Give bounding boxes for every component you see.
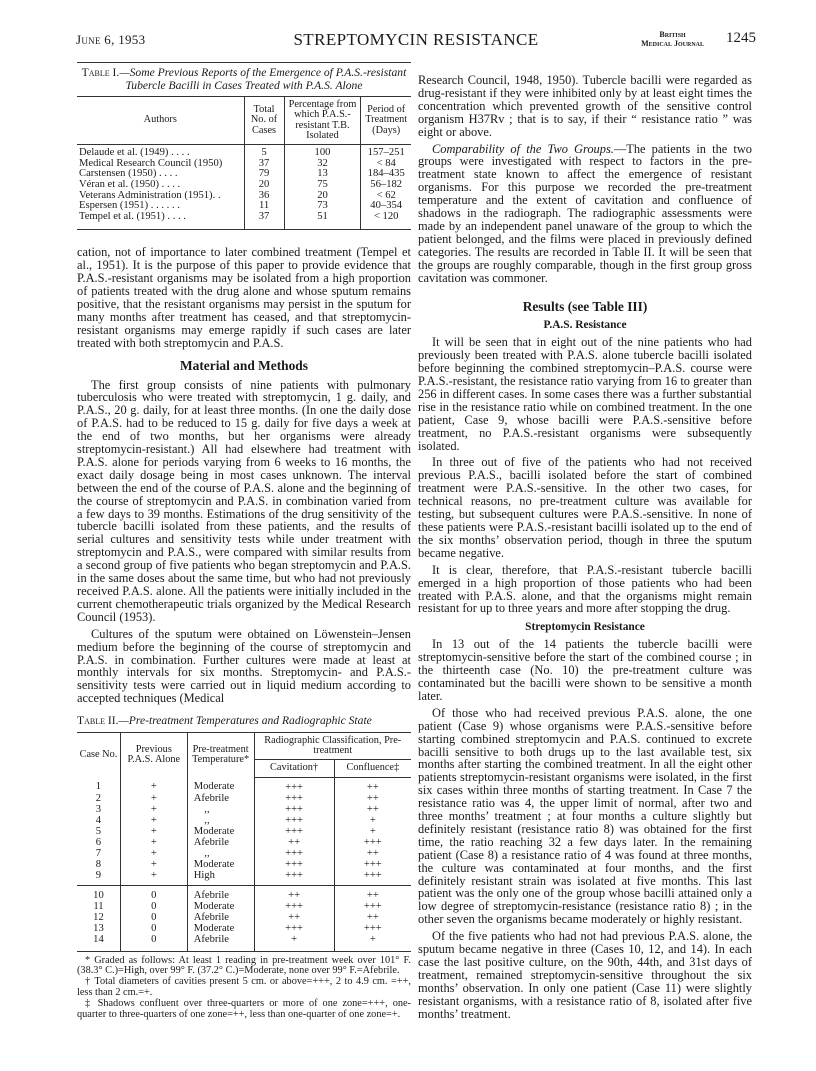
table2-cell-previous: + (120, 837, 187, 848)
comparability-text: —The patients in the two groups were investigated with respect to factors in the pre-treatment state known to affect the emergence of resistant organisms. For this purpose we recorded the pre-treatment temperature and the extent of cavitation and confluence of shadows in the radiograph. The radiographic assessments were made by an independent panel unaware of the group to which the patient belonged, and the films were placed in previously defined categories. The results are recorded in Table II. It will be seen that the groups are roughly comparable, though in the first group gross cavitation was commoner. (418, 141, 752, 285)
table2-cell-temp: Moderate (187, 923, 254, 934)
streptomycin-resistance-heading: Streptomycin Resistance (525, 621, 645, 634)
table1-cell-cases: 20 (244, 180, 284, 191)
table1-caption (77, 67, 411, 92)
table2-cell-confluence: ++ (334, 793, 411, 804)
table2-caption (77, 715, 411, 728)
table2-cell-cavitation: +++ (254, 859, 334, 870)
table1-cell-period: < 84 (361, 159, 411, 170)
strep-paragraph-2: Of those who had received previous P.A.S. alone, the one patient (Case 9) whose organisms were P.A.S.-sensitive before starting combined streptomycin and P.A.S. continued to excrete bacilli sensitive to both drugs up to the last available test, six months after starting the combined treatment. In all the eight other patients streptomycin-resistant organisms were isolated, in the first six cases within three months of starting treatment. In Case 7 the resistance ratio was 4, the upper limit of normal, after two and three months’ treatment ; at four months a culture slightly but definitely resistant (resistance ratio 8) was obtained for the first time, the ratio reaching 32 a few days later. In the remaining patient (Case 8) a resistance ratio of 4 was found at three months, the culture was contaminated at four months, and the first definitely resistant strain was isolated at five months. This last patient was the only one of the group whose bacilli attained only a low degree of streptomycin-resistance (resistance ratio 8) ; in the other seven the organisms became moderately or highly resistant. (418, 705, 752, 927)
table2-cell-case: 13 (93, 922, 104, 934)
table2-cell-temp: Afebrile (187, 837, 254, 848)
table2-row (77, 826, 411, 837)
table2-cell-confluence: + (334, 934, 411, 952)
pas-paragraph-3: It is clear, therefore, that P.A.S.-resistant tubercle bacilli emerged in a high proportion of those patients who had been treated with P.A.S. alone, and that the organisms might remain resistant for up to three years and more after stopping the drug. (418, 562, 752, 616)
table2-cell-temp: High (187, 870, 254, 886)
methods-paragraph-2: Cultures of the sputum were obtained on Löwenstein–Jensen medium before the beginning of the course of streptomycin and P.A.S. in combination. Further cultures were made at least at monthly intervals for six months. Streptomycin- and P.A.S.-sensitivity tests were carried out in liquid medium according to accepted techniques (Medical (77, 626, 411, 706)
table2-row (77, 885, 411, 901)
table2-row (77, 837, 411, 848)
table2-cell-case: 12 (93, 911, 104, 923)
table1-caption-text: —Some Previous Reports of the Emergence of P.A.S.-resistant Tubercle Bacilli in Cases Treated with P.A.S. Alone (119, 66, 407, 92)
table1-label: Table I. (81, 66, 120, 79)
table2-cell-previous: 0 (120, 885, 187, 901)
strep-paragraph-1: In 13 out of the 14 patients the tubercle bacilli were streptomycin-sensitive before the start of the combined course ; in the thirteenth case (No. 10) the pre-treatment culture was contaminated but the bacilli were shown to be sensitive a month later. (418, 637, 752, 703)
table2-cell-previous: 0 (120, 934, 187, 952)
table2-label: Table II. (77, 714, 119, 728)
table2-cell-case: 6 (95, 836, 102, 848)
table1-cell-cases: 11 (244, 201, 284, 212)
table2-cell-confluence: +++ (334, 923, 411, 934)
table1-cell-percent: 20 (284, 191, 361, 202)
table2-cell-confluence: +++ (334, 859, 411, 870)
table2-row (77, 793, 411, 804)
intro-paragraph: cation, not of importance to later combined treatment (Tempel et al., 1951). It is the purpose of this paper to provide evidence that P.A.S.-resistant organisms may be isolated from a high proportion of patients treated with the drug alone and whose sputum remains positive, that the resistant organisms may persist in the sputum for many months after treatment has ceased, and that streptomycin-resistant organisms may emerge rapidly if such cases are later treated with both streptomycin and P.A.S. (77, 245, 411, 350)
table1-cell-cases: 5 (244, 145, 284, 159)
table2-cell-previous: + (120, 870, 187, 886)
left-column (77, 62, 411, 1020)
table2-cell-previous: 0 (120, 912, 187, 923)
table2-cell-cavitation: ++ (254, 837, 334, 848)
journal-name-line1: British (659, 30, 686, 39)
table2-cell-temp: Moderate (187, 777, 254, 793)
pas-resistance-heading: P.A.S. Resistance (543, 319, 627, 332)
table1-cell-percent: 13 (284, 169, 361, 180)
table1-cell-period: 184–435 (361, 169, 411, 180)
journal-name (641, 30, 704, 48)
table2-cell-case: 11 (93, 900, 104, 912)
right-column (418, 62, 752, 1021)
table2-cell-confluence: + (334, 815, 411, 826)
table2-footnotes (77, 956, 411, 1020)
table2-cell-cavitation: +++ (254, 870, 334, 886)
table2-cell-confluence: +++ (334, 901, 411, 912)
table2-cell-temp: Afebrile (187, 793, 254, 804)
top-rule (77, 62, 411, 63)
table2-cell-cavitation: +++ (254, 777, 334, 793)
table2-cell-confluence: +++ (334, 870, 411, 886)
results-heading: Results (see Table III) (522, 298, 648, 314)
table2-cell-cavitation: +++ (254, 848, 334, 859)
table2-cell-cavitation: + (254, 934, 334, 952)
table1-cell-cases: 79 (244, 169, 284, 180)
methods-paragraph-1: The first group consists of nine patients with pulmonary tuberculosis who were treated with streptomycin, 1 g. daily, and P.A.S., 20 g. daily, for at least three months. (In one the daily dose of P.A.S. had to be reduced to 15 g. daily for five days a week at the end of two months, but her organisms were already streptomycin-resistant.) All had elsewhere had treatment with P.A.S. alone for periods varying from 6 weeks to 16 months, the exact daily dosage being in most cases unknown. The interval between the end of the course of P.A.S. alone and the beginning of the course of streptomycin and P.A.S. in combination varied from a few days to 39 months. Estimations of the drug sensitivity of the tubercle bacilli isolated from these patients, and the results of serial cultures and sensitivity tests while under treatment with streptomycin and P.A.S., were compared with similar results from a second group of five patients who began streptomycin and P.A.S. in the same doses about the same time, but who had not previously received P.A.S. alone. All the patients were initially included in the current chemotherapeutic trials organized by the Medical Research Council (1953). (77, 377, 411, 624)
table2-cell-cavitation: ++ (254, 885, 334, 901)
table2-cell-cavitation: +++ (254, 901, 334, 912)
comparability-title: Comparability of the Two Groups. (432, 141, 614, 156)
table2-cell-temp: Afebrile (187, 885, 254, 901)
table2-row (77, 848, 411, 859)
table2-header-temperature: Pre-treatment Temperature* (187, 732, 254, 777)
table2-cell-cavitation: +++ (254, 815, 334, 826)
table2-header-radiographic: Radiographic Classification, Pre-treatment (254, 732, 411, 760)
table2-row (77, 934, 411, 952)
table2-cell-previous: + (120, 826, 187, 837)
table2-cell-case: 4 (95, 814, 102, 826)
table2-cell-confluence: ++ (334, 804, 411, 815)
table1-cell-period: < 120 (361, 212, 411, 230)
table1-cell-percent: 100 (284, 145, 361, 159)
table2-cell-cavitation: +++ (254, 793, 334, 804)
table2-footnote: ‡ Shadows confluent over three-quarters or more of one zone=+++, one-quarter to three-quarters of one zone=++, less than one-quarter of one zone=+. (77, 998, 411, 1020)
running-title: STREPTOMYCIN RESISTANCE (293, 30, 539, 49)
table2-cell-case: 3 (95, 803, 102, 815)
table1-cell-author: Tempel et al. (1951) . . . . (77, 212, 244, 230)
table2-cell-previous: + (120, 777, 187, 793)
table1-header-percent: Percentage from which P.A.S.-resistant T.B. Isolated (284, 97, 361, 145)
table2-cell-confluence: ++ (334, 848, 411, 859)
table1-cell-percent: 51 (284, 212, 361, 230)
table1-cell-cases: 37 (244, 212, 284, 230)
table2-cell-temp: Afebrile (187, 912, 254, 923)
table2-row (77, 870, 411, 886)
table2-cell-temp: Afebrile (187, 934, 254, 952)
table1-row (77, 180, 411, 191)
table2-cell-case: 5 (95, 825, 102, 837)
table2-cell-case: 8 (95, 858, 102, 870)
table2-header-cavitation: Cavitation† (254, 760, 334, 777)
table2-header-confluence: Confluence‡ (334, 760, 411, 777)
table2-caption-text: —Pre-treatment Temperatures and Radiographic State (118, 714, 372, 728)
table2-footnote: * Graded as follows: At least 1 reading in pre-treatment week over 101° F. (38.3° C.)=High, over 99° F. (37.2° C.)=Moderate, none over 99° F.=Afebrile. (77, 954, 411, 976)
table1-cell-author: Véran et al. (1950) . . . . (79, 178, 181, 190)
table2-row (77, 859, 411, 870)
table2-cell-previous: + (120, 859, 187, 870)
table2-cell-previous: 0 (120, 923, 187, 934)
table1-cell-period: 157–251 (361, 145, 411, 159)
table1-row (77, 145, 411, 159)
table2-cell-previous: + (120, 848, 187, 859)
table2-cell-confluence: ++ (334, 912, 411, 923)
table2-cell-case: 1 (95, 781, 102, 793)
table1-row (77, 212, 411, 230)
table2 (77, 732, 411, 952)
table1-cell-cases: 36 (244, 191, 284, 202)
table1-cell-author: Carstensen (1950) . . . . (79, 168, 178, 180)
table2-row (77, 901, 411, 912)
table2-cell-temp: ,, (187, 848, 254, 859)
methods-continuation: Research Council, 1948, 1950). Tubercle bacilli were regarded as drug-resistant if they were inhibited only by at least eight times the concentration which prevented growth of the sensitive control organism H37Rv ; that is to say, if their “ resistance ratio ” was eight or above. (418, 73, 752, 139)
methods-heading: Material and Methods (180, 357, 308, 373)
table2-cell-cavitation: ++ (254, 912, 334, 923)
table2-row (77, 804, 411, 815)
table2-footnote: † Total diameters of cavities present 5 cm. or above=+++, 2 to 4.9 cm. =++, less than 2 cm.=+. (77, 976, 411, 998)
table1-header-cases: Total No. of Cases (244, 97, 284, 145)
journal-name-line2: Medical Journal (641, 39, 704, 48)
table2-cell-cavitation: +++ (254, 923, 334, 934)
table2-header-previous: Previous P.A.S. Alone (120, 732, 187, 777)
table2-cell-case: 7 (95, 847, 102, 859)
table2-cell-previous: + (120, 815, 187, 826)
table1-cell-author: Veterans Administration (1951). . (79, 189, 221, 201)
table2-cell-temp: Moderate (187, 826, 254, 837)
table1-cell-period: 56–182 (361, 180, 411, 191)
issue-date: June 6, 1953 (76, 32, 146, 47)
table1-cell-percent: 73 (284, 201, 361, 212)
table2-cell-confluence: +++ (334, 837, 411, 848)
page-header (76, 28, 756, 52)
table2-cell-temp: ,, (187, 804, 254, 815)
table2-cell-previous: + (120, 793, 187, 804)
table2-cell-previous: + (120, 804, 187, 815)
table2-row (77, 923, 411, 934)
table2-cell-cavitation: +++ (254, 804, 334, 815)
table2-header-case: Case No. (77, 732, 120, 777)
table1-header-period: Period of Treatment (Days) (361, 97, 411, 145)
table1-cell-period: 40–354 (361, 201, 411, 212)
table1-cell-author: Medical Research Council (1950) (79, 157, 223, 169)
table1-cell-period: < 62 (361, 191, 411, 202)
table1-header-authors: Authors (77, 97, 244, 145)
table1-cell-percent: 75 (284, 180, 361, 191)
table1-cell-percent: 32 (284, 159, 361, 170)
table2-cell-temp: Moderate (187, 901, 254, 912)
pas-paragraph-1: It will be seen that in eight out of the nine patients who had previously been treated with P.A.S. alone tubercle bacilli isolated before beginning the combined streptomycin–P.A.S. course were P.A.S.-resistant, the resistance ratio varying from 16 to greater than 256 in different cases. In some cases there was a further substantial rise in the resistance ratio while on combined treatment. In the one patient, Case 9, whose bacilli were P.A.S.-sensitive before treatment, no P.A.S.-resistant organisms were subsequently isolated. (418, 335, 752, 453)
table2-row (77, 815, 411, 826)
table2-cell-previous: 0 (120, 901, 187, 912)
table1-cell-cases: 37 (244, 159, 284, 170)
table2-row (77, 777, 411, 793)
page-number: 1245 (726, 30, 756, 46)
table2-cell-confluence: ++ (334, 777, 411, 793)
table2-cell-temp: Moderate (187, 859, 254, 870)
table2-cell-confluence: + (334, 826, 411, 837)
table2-cell-confluence: ++ (334, 885, 411, 901)
table2-cell-temp: ,, (187, 815, 254, 826)
table2-cell-case: 2 (95, 792, 102, 804)
pas-paragraph-2: In three out of five of the patients who had not received previous P.A.S., bacilli isolated before the start of combined treatment were P.A.S.-sensitive. In the other two cases, for technical reasons, no pre-treatment culture was available for testing, but subsequent cultures were P.A.S.-sensitive. In none of these patients were P.A.S.-resistant bacilli isolated up to the end of the six months’ observation period, though in three the sputum became negative. (418, 455, 752, 560)
table2-row (77, 912, 411, 923)
table2-cell-case: 10 (93, 889, 104, 901)
table2-cell-cavitation: +++ (254, 826, 334, 837)
table1-cell-author: Espersen (1951) . . . . . . (79, 200, 180, 212)
table2-cell-case: 9 (77, 870, 120, 886)
table2-cell-case: 14 (77, 934, 120, 952)
table1-cell-author: Delaude et al. (1949) . . . . (79, 147, 190, 159)
strep-paragraph-3: Of the five patients who had not had previous P.A.S. alone, the sputum became negative in three (Cases 10, 12, and 14). In each case the last positive culture, on the 90th, 44th, and 31st days of treatment, remained streptomycin-sensitive throughout the six months’ observation. In only one patient (Case 11) were slightly resistant organisms, with a resistance ratio of 8, isolated after five months’ treatment. (418, 929, 752, 1021)
table1 (77, 96, 411, 230)
comparability-paragraph (418, 143, 752, 285)
